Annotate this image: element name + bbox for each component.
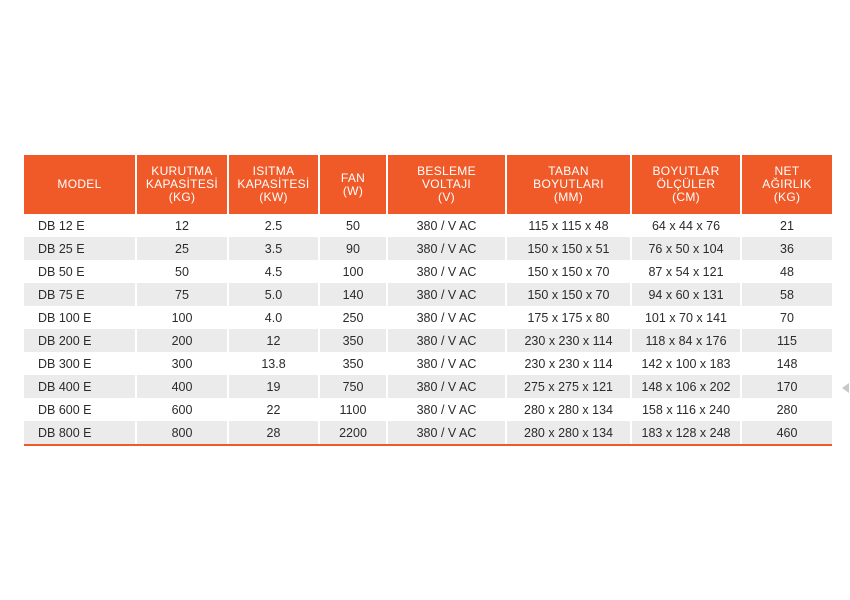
cell-dimensions: 118 x 84 x 176 <box>631 329 741 352</box>
cell-supply-voltage: 380 / V AC <box>387 260 506 283</box>
header-base-dimensions: TABAN BOYUTLARI (MM) <box>506 155 631 214</box>
cell-drying-capacity: 600 <box>136 398 228 421</box>
cell-dimensions: 64 x 44 x 76 <box>631 214 741 237</box>
cell-supply-voltage: 380 / V AC <box>387 421 506 445</box>
cell-supply-voltage: 380 / V AC <box>387 352 506 375</box>
cell-heating-capacity: 2.5 <box>228 214 319 237</box>
triangle-left-icon[interactable] <box>842 383 849 393</box>
cell-net-weight: 70 <box>741 306 832 329</box>
cell-net-weight: 115 <box>741 329 832 352</box>
cell-drying-capacity: 50 <box>136 260 228 283</box>
cell-model: DB 800 E <box>24 421 136 445</box>
cell-dimensions: 142 x 100 x 183 <box>631 352 741 375</box>
cell-drying-capacity: 75 <box>136 283 228 306</box>
header-dimensions: BOYUTLAR ÖLÇÜLER (CM) <box>631 155 741 214</box>
cell-supply-voltage: 380 / V AC <box>387 214 506 237</box>
cell-base-dimensions: 150 x 150 x 70 <box>506 283 631 306</box>
cell-drying-capacity: 400 <box>136 375 228 398</box>
cell-fan: 750 <box>319 375 387 398</box>
cell-heating-capacity: 5.0 <box>228 283 319 306</box>
cell-base-dimensions: 230 x 230 x 114 <box>506 352 631 375</box>
header-model: MODEL <box>24 155 136 214</box>
cell-base-dimensions: 150 x 150 x 51 <box>506 237 631 260</box>
cell-net-weight: 280 <box>741 398 832 421</box>
cell-fan: 140 <box>319 283 387 306</box>
cell-fan: 350 <box>319 329 387 352</box>
cell-heating-capacity: 13.8 <box>228 352 319 375</box>
cell-fan: 50 <box>319 214 387 237</box>
table-row <box>24 398 832 421</box>
cell-dimensions: 148 x 106 x 202 <box>631 375 741 398</box>
cell-heating-capacity: 28 <box>228 421 319 445</box>
cell-model: DB 25 E <box>24 237 136 260</box>
spec-table <box>24 155 832 446</box>
cell-fan: 2200 <box>319 421 387 445</box>
cell-drying-capacity: 12 <box>136 214 228 237</box>
cell-supply-voltage: 380 / V AC <box>387 375 506 398</box>
cell-dimensions: 76 x 50 x 104 <box>631 237 741 260</box>
cell-base-dimensions: 280 x 280 x 134 <box>506 398 631 421</box>
cell-heating-capacity: 22 <box>228 398 319 421</box>
cell-base-dimensions: 175 x 175 x 80 <box>506 306 631 329</box>
table-row <box>24 283 832 306</box>
cell-dimensions: 158 x 116 x 240 <box>631 398 741 421</box>
header-drying-capacity: KURUTMA KAPASİTESİ (KG) <box>136 155 228 214</box>
cell-dimensions: 101 x 70 x 141 <box>631 306 741 329</box>
cell-net-weight: 36 <box>741 237 832 260</box>
cell-net-weight: 48 <box>741 260 832 283</box>
cell-model: DB 300 E <box>24 352 136 375</box>
cell-drying-capacity: 100 <box>136 306 228 329</box>
cell-supply-voltage: 380 / V AC <box>387 283 506 306</box>
header-row <box>24 155 832 214</box>
cell-base-dimensions: 150 x 150 x 70 <box>506 260 631 283</box>
cell-drying-capacity: 800 <box>136 421 228 445</box>
table-row <box>24 306 832 329</box>
cell-model: DB 200 E <box>24 329 136 352</box>
cell-dimensions: 183 x 128 x 248 <box>631 421 741 445</box>
table-row <box>24 214 832 237</box>
header-heating-capacity: ISITMA KAPASİTESİ (KW) <box>228 155 319 214</box>
header-supply-voltage: BESLEME VOLTAJI (V) <box>387 155 506 214</box>
cell-model: DB 12 E <box>24 214 136 237</box>
table-row <box>24 329 832 352</box>
cell-heating-capacity: 4.0 <box>228 306 319 329</box>
cell-model: DB 100 E <box>24 306 136 329</box>
cell-heating-capacity: 4.5 <box>228 260 319 283</box>
cell-drying-capacity: 200 <box>136 329 228 352</box>
cell-model: DB 75 E <box>24 283 136 306</box>
cell-supply-voltage: 380 / V AC <box>387 329 506 352</box>
cell-dimensions: 94 x 60 x 131 <box>631 283 741 306</box>
header-net-weight: NET AĞIRLIK (KG) <box>741 155 832 214</box>
cell-model: DB 600 E <box>24 398 136 421</box>
cell-dimensions: 87 x 54 x 121 <box>631 260 741 283</box>
cell-net-weight: 148 <box>741 352 832 375</box>
cell-net-weight: 460 <box>741 421 832 445</box>
cell-model: DB 50 E <box>24 260 136 283</box>
table-row <box>24 421 832 445</box>
table-row <box>24 375 832 398</box>
cell-heating-capacity: 19 <box>228 375 319 398</box>
header-fan: FAN (W) <box>319 155 387 214</box>
cell-heating-capacity: 3.5 <box>228 237 319 260</box>
cell-heating-capacity: 12 <box>228 329 319 352</box>
cell-drying-capacity: 300 <box>136 352 228 375</box>
cell-fan: 100 <box>319 260 387 283</box>
cell-supply-voltage: 380 / V AC <box>387 237 506 260</box>
cell-base-dimensions: 115 x 115 x 48 <box>506 214 631 237</box>
cell-base-dimensions: 275 x 275 x 121 <box>506 375 631 398</box>
cell-fan: 90 <box>319 237 387 260</box>
cell-base-dimensions: 280 x 280 x 134 <box>506 421 631 445</box>
cell-supply-voltage: 380 / V AC <box>387 398 506 421</box>
cell-base-dimensions: 230 x 230 x 114 <box>506 329 631 352</box>
table-row <box>24 260 832 283</box>
cell-fan: 250 <box>319 306 387 329</box>
cell-net-weight: 21 <box>741 214 832 237</box>
cell-fan: 1100 <box>319 398 387 421</box>
cell-drying-capacity: 25 <box>136 237 228 260</box>
table-row <box>24 352 832 375</box>
cell-model: DB 400 E <box>24 375 136 398</box>
cell-net-weight: 170 <box>741 375 832 398</box>
cell-net-weight: 58 <box>741 283 832 306</box>
cell-supply-voltage: 380 / V AC <box>387 306 506 329</box>
cell-fan: 350 <box>319 352 387 375</box>
table-row <box>24 237 832 260</box>
